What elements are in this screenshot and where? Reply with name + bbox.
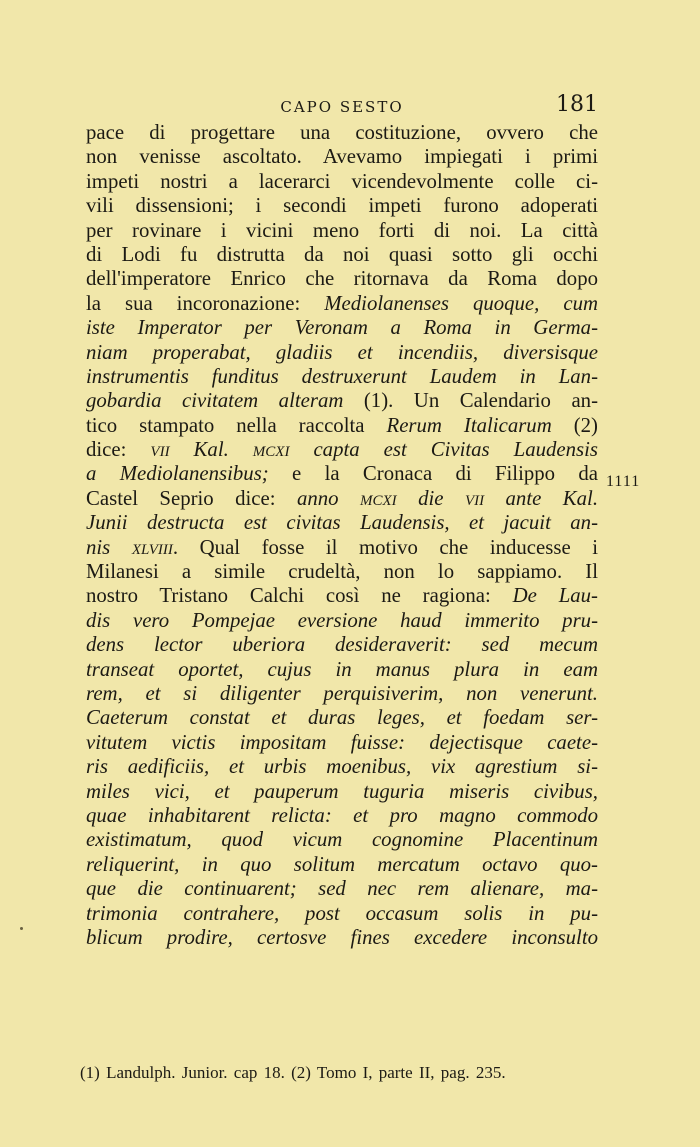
text-line [86,633,598,657]
text-line [86,658,598,682]
italic-segment: gobardia civitatem alteram [86,389,344,413]
text-segment: Castel Seprio dice: [86,486,297,510]
text-segment: Milanesi a simile crudeltà, non lo sappiamo. Il [86,560,598,584]
text-segment: di Lodi fu distrutta da noi quasi sotto gli occhi [86,242,598,266]
text-line [86,145,598,169]
text-segment: nostro Tristano Calchi così ne ragiona: [86,584,513,608]
italic-segment: Mediolanenses quoque, cum [324,291,598,315]
text-line [86,438,598,462]
text-segment: non venisse ascoltato. Avevamo impiegati i primi [86,145,598,169]
italic-segment: Caeterum constat et duras leges, et foedam ser- [86,706,598,730]
italic-segment: trimonia contrahere, post occasum solis in pu- [86,901,598,925]
text-line [86,194,598,218]
text-line [86,389,598,413]
text-segment: la sua incoronazione: [86,291,325,315]
italic-segment: transeat oportet, cujus in manus plura in eam [86,657,598,681]
italic-segment: mcxi [252,438,290,462]
italic-segment: vitutem victis impositam fuisse: dejectisque caete- [86,730,598,754]
italic-segment: existimatum, quod vicum cognomine Placentinum [86,828,598,852]
text-segment: . Qual fosse il motivo che inducesse i [172,535,598,559]
italic-segment: vii [464,486,485,510]
body-text [86,121,598,950]
paper-speck [20,927,23,930]
italic-segment: niam properabat, gladiis et incendiis, diversisque [86,340,598,364]
text-line [86,731,598,755]
italic-segment: mcxi [360,486,397,510]
text-line [86,511,598,535]
text-line [86,341,598,365]
text-line [86,804,598,828]
italic-segment: nis [86,535,132,559]
text-line [86,365,598,389]
text-line [86,219,598,243]
text-line [86,536,598,560]
text-segment: pace di progettare una costituzione, ovvero che [86,121,598,144]
text-line [86,121,598,145]
italic-segment: ante Kal. [484,486,599,510]
page-header [86,92,598,122]
text-segment: dice: [86,438,151,462]
text-line [86,487,598,511]
text-line [86,902,598,926]
text-line [86,316,598,340]
text-segment: per rovinare i vicini meno forti di noi. La città [86,218,598,242]
text-line [86,560,598,584]
italic-segment: rem, et si diligenter perquisiverim, non venerunt. [86,681,598,705]
italic-segment: dens lector uberiora desideraverit: sed mecum [86,633,598,657]
italic-segment: ris aedificiis, et urbis moenibus, vix agrestium si- [86,755,598,779]
running-title: CAPO SESTO [280,98,404,116]
italic-segment: Junii destructa est civitas Laudensis, et jacuit an- [86,511,598,535]
text-segment: dell'imperatore Enrico che ritornava da Roma dopo [86,267,598,291]
italic-segment: blicum prodire, certosve fines excedere inconsulto [86,925,598,949]
text-line [86,292,598,316]
text-segment: e la Cronaca di Filippo da [268,462,598,486]
text-line [86,584,598,608]
text-line [86,462,598,486]
italic-segment: a Mediolanensibus; [86,462,269,486]
italic-segment: xlviii [131,535,173,559]
italic-segment: quae inhabitarent relicta: et pro magno commodo [86,803,598,827]
italic-segment: miles vici, et pauperum tuguria miseris civibus, [86,779,598,803]
text-line [86,828,598,852]
text-line [86,706,598,730]
text-segment: impeti nostri a lacerarci vicendevolmente colle ci- [86,169,598,193]
italic-segment: die [396,486,465,510]
text-line [86,609,598,633]
italic-segment: reliquerint, in quo solitum mercatum octavo quo- [86,852,598,876]
text-line [86,267,598,291]
italic-segment: instrumentis funditus destruxerunt Laudem in Lan- [86,364,598,388]
text-line [86,780,598,804]
text-line [86,853,598,877]
text-segment: (2) [551,413,598,437]
text-line [86,414,598,438]
italic-segment: De Lau- [512,584,598,608]
text-line [86,877,598,901]
text-line [86,926,598,950]
italic-segment: iste Imperator per Veronam a Roma in Germa- [86,316,598,340]
text-line [86,755,598,779]
text-segment: (1). Un Calendario an- [343,389,598,413]
text-line [86,243,598,267]
italic-segment: vii [150,438,170,462]
italic-segment: capta est Civitas Laudensis [289,438,598,462]
text-segment: tico stampato nella raccolta [86,413,387,437]
text-line [86,682,598,706]
italic-segment: Kal. [169,438,253,462]
italic-segment: dis vero Pompejae eversione haud immerito pru- [86,608,598,632]
margin-note: 1111 [606,473,641,490]
footnotes: (1) Landulph. Junior. cap 18. (2) Tomo I, parte II, pag. 235. [80,1063,506,1082]
text-line [86,170,598,194]
page-number: 181 [556,92,598,117]
italic-segment: anno [296,486,361,510]
text-segment: vili dissensioni; i secondi impeti furono adoperati [86,194,598,218]
italic-segment: que die continuarent; sed nec rem alienare, ma- [86,877,598,901]
italic-segment: Rerum Italicarum [386,413,552,437]
